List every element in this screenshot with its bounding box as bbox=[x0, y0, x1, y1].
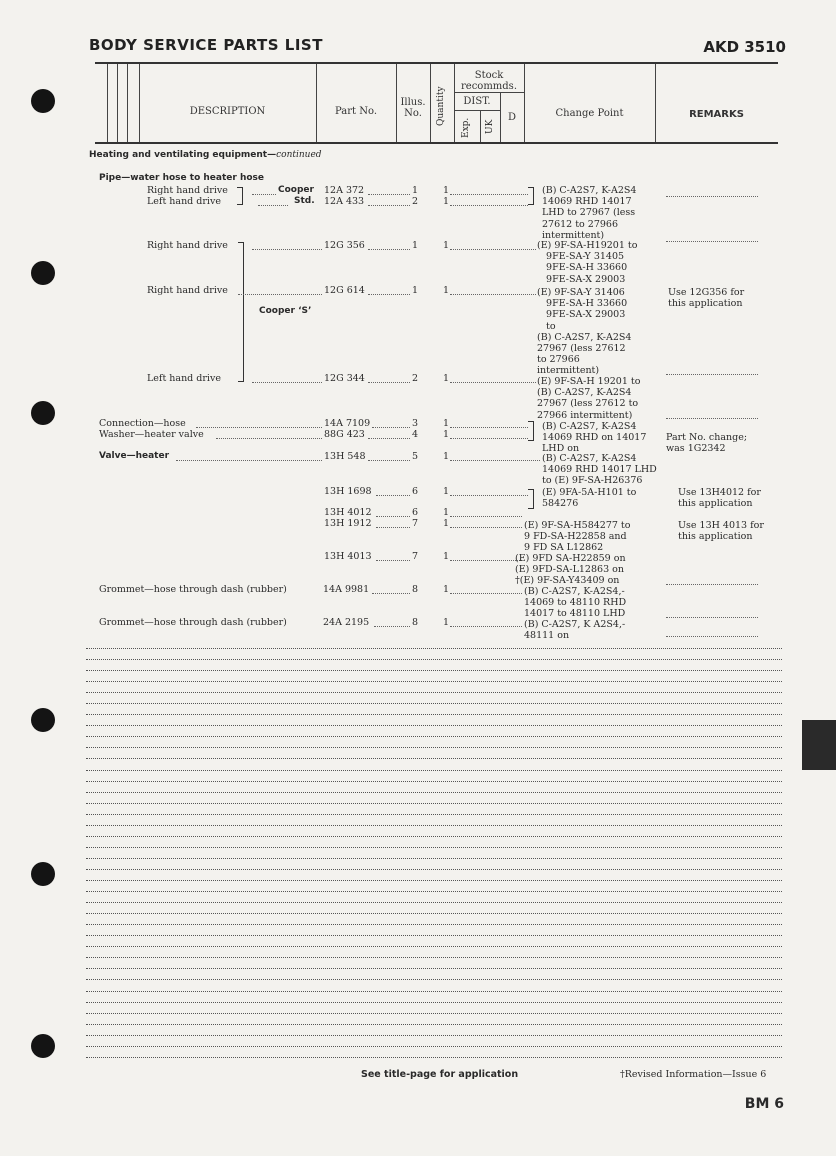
binder-hole bbox=[31, 862, 55, 886]
row5-illus: 2 bbox=[412, 373, 419, 384]
page-title: BODY SERVICE PARTS LIST bbox=[89, 36, 323, 54]
ruled-line bbox=[86, 825, 782, 826]
row6-illus: 3 bbox=[412, 418, 419, 429]
index-tab bbox=[802, 720, 836, 770]
ruled-line bbox=[86, 814, 782, 815]
row7-description: Washer—heater valve bbox=[99, 429, 204, 440]
row3-description: Right hand drive bbox=[147, 240, 228, 251]
row1-description: Right hand drive bbox=[147, 185, 228, 196]
row4-part: 12G 614 bbox=[324, 285, 365, 296]
row6-description: Connection—hose bbox=[99, 418, 186, 429]
ruled-line bbox=[86, 681, 782, 682]
row4-qty: 1 bbox=[443, 285, 450, 296]
ruled-line bbox=[86, 836, 782, 837]
change-point-3: (E) 9F-SA-H19201 to 9FE-SA-Y 31405 9FE-SA-H 33660 9FE-SA-X 29003 bbox=[537, 240, 638, 285]
col-remarks: REMARKS bbox=[689, 109, 744, 120]
ruled-line bbox=[86, 847, 782, 848]
bracket bbox=[238, 242, 244, 382]
row6-qty: 1 bbox=[443, 418, 450, 429]
row10-part: 13H 4012 bbox=[324, 507, 372, 518]
row2-description: Left hand drive bbox=[147, 196, 221, 207]
ruled-line bbox=[86, 703, 782, 704]
row1-tag: Cooper bbox=[278, 185, 314, 195]
bracket bbox=[237, 187, 243, 205]
change-point-12: (E) 9FD SA-H22859 on (E) 9FD-SA-L12863 on †(E) 9F-SA-Y43409 on bbox=[515, 553, 626, 587]
ruled-line bbox=[86, 714, 782, 715]
row13-part: 14A 9981 bbox=[323, 584, 370, 595]
row9-illus: 6 bbox=[412, 486, 419, 497]
cooper-s-label: Cooper ‘S’ bbox=[259, 306, 312, 316]
ruled-line bbox=[86, 902, 782, 903]
ruled-line bbox=[86, 792, 782, 793]
change-point-9: (E) 9FA-5A-H101 to 584276 bbox=[542, 487, 637, 510]
row14-illus: 8 bbox=[412, 617, 419, 628]
row1-qty: 1 bbox=[443, 185, 450, 196]
ruled-line bbox=[86, 979, 782, 980]
row8-part: 13H 548 bbox=[324, 451, 366, 462]
row11-part: 13H 1912 bbox=[324, 518, 372, 529]
row5-qty: 1 bbox=[443, 373, 450, 384]
ruled-line bbox=[86, 648, 782, 649]
col-dist: DIST. bbox=[463, 96, 491, 107]
col-stock: Stock bbox=[474, 70, 504, 81]
col-part-no: Part No. bbox=[335, 106, 377, 117]
row3-illus: 1 bbox=[412, 240, 419, 251]
ruled-line bbox=[86, 1035, 782, 1036]
row1-part: 12A 372 bbox=[324, 185, 365, 196]
document-code: AKD 3510 bbox=[703, 38, 786, 56]
col-uk: UK bbox=[485, 119, 495, 134]
row9-qty: 1 bbox=[443, 486, 450, 497]
binder-hole bbox=[31, 89, 55, 113]
ruled-line bbox=[86, 747, 782, 748]
ruled-line bbox=[86, 991, 782, 992]
ruled-line bbox=[86, 968, 782, 969]
row4-description: Right hand drive bbox=[147, 285, 228, 296]
change-point-5: (E) 9F-SA-H 19201 to (B) C-A2S7, K-A2S4 27967 (less 27612 to 27966 intermittent) bbox=[537, 376, 641, 421]
row14-qty: 1 bbox=[443, 617, 450, 628]
row6-part: 14A 7109 bbox=[324, 418, 371, 429]
footer-revised-note: †Revised Information—Issue 6 bbox=[620, 1069, 767, 1080]
ruled-line bbox=[86, 891, 782, 892]
row2-qty: 1 bbox=[443, 196, 450, 207]
row7-qty: 1 bbox=[443, 429, 450, 440]
remarks-11: Use 13H 4013 for this application bbox=[678, 520, 764, 543]
bracket bbox=[528, 187, 534, 205]
change-point-6: (B) C-A2S7, K-A2S4 14069 RHD on 14017 LHD on bbox=[542, 421, 647, 455]
binder-hole bbox=[31, 708, 55, 732]
bracket bbox=[528, 421, 534, 441]
row5-part: 12G 344 bbox=[324, 373, 365, 384]
ruled-line bbox=[86, 1046, 782, 1047]
section-heading: Heating and ventilating equipment—continued bbox=[89, 150, 322, 160]
row11-illus: 7 bbox=[412, 518, 419, 529]
ruled-line bbox=[86, 1024, 782, 1025]
column-header bbox=[95, 62, 778, 144]
change-point-13: (B) C-A2S7, K-A2S4,- 14069 to 48110 RHD 14017 to 48110 LHD bbox=[524, 586, 627, 620]
row2-tag: Std. bbox=[294, 196, 315, 206]
row4-illus: 1 bbox=[412, 285, 419, 296]
row10-illus: 6 bbox=[412, 507, 419, 518]
col-illus-no: No. bbox=[404, 108, 422, 119]
row7-part: 88G 423 bbox=[324, 429, 365, 440]
row12-illus: 7 bbox=[412, 551, 419, 562]
change-point-11: (E) 9F-SA-H584277 to 9 FD-SA-H22858 and 9 FD SA L12862 bbox=[524, 520, 631, 554]
row8-qty: 1 bbox=[443, 451, 450, 462]
change-point-14: (B) C-A2S7, K A2S4,- 48111 on bbox=[524, 619, 626, 642]
ruled-line bbox=[86, 1013, 782, 1014]
item-title-pipe: Pipe—water hose to heater hose bbox=[99, 173, 265, 183]
binder-hole bbox=[31, 1034, 55, 1058]
ruled-line bbox=[86, 858, 782, 859]
ruled-line bbox=[86, 725, 782, 726]
row8-illus: 5 bbox=[412, 451, 419, 462]
row14-description: Grommet—hose through dash (rubber) bbox=[99, 617, 287, 628]
row1-illus: 1 bbox=[412, 185, 419, 196]
change-point-1: (B) C-A2S7, K-A2S4 14069 RHD 14017 LHD to 27967 (less 27612 to 27966 intermittent) bbox=[542, 185, 637, 241]
ruled-line bbox=[86, 946, 782, 947]
col-d: D bbox=[507, 112, 517, 123]
change-point-4: (E) 9F-SA-Y 31406 9FE-SA-H 33660 9FE-SA-X 29003 to (B) C-A2S7, K-A2S4 27967 (less 27612 to 27966 intermittent) bbox=[537, 287, 632, 377]
row12-part: 13H 4013 bbox=[324, 551, 372, 562]
remarks-6: Part No. change; was 1G2342 bbox=[666, 432, 748, 455]
remarks-9: Use 13H4012 for this application bbox=[678, 487, 761, 510]
ruled-line bbox=[86, 913, 782, 914]
ruled-line bbox=[86, 924, 782, 925]
col-exp: Exp. bbox=[461, 117, 471, 138]
remarks-4: Use 12G356 for this application bbox=[668, 287, 745, 310]
ruled-line bbox=[86, 736, 782, 737]
row12-qty: 1 bbox=[443, 551, 450, 562]
ruled-line bbox=[86, 935, 782, 936]
row11-qty: 1 bbox=[443, 518, 450, 529]
footer-application-note: See title-page for application bbox=[361, 1069, 519, 1080]
col-stock-recommds: recommds. bbox=[461, 81, 517, 92]
col-quantity: Quantity bbox=[436, 86, 446, 126]
ruled-line bbox=[86, 770, 782, 771]
ruled-line bbox=[86, 957, 782, 958]
page-number: BM 6 bbox=[744, 1096, 784, 1112]
row13-illus: 8 bbox=[412, 584, 419, 595]
row13-qty: 1 bbox=[443, 584, 450, 595]
binder-hole bbox=[31, 401, 55, 425]
row9-part: 13H 1698 bbox=[324, 486, 372, 497]
ruled-line bbox=[86, 869, 782, 870]
ruled-line bbox=[86, 1057, 782, 1058]
col-illus: Illus. bbox=[400, 97, 426, 108]
row2-illus: 2 bbox=[412, 196, 419, 207]
col-description: DESCRIPTION bbox=[189, 106, 266, 117]
bracket bbox=[528, 489, 534, 509]
ruled-line bbox=[86, 1002, 782, 1003]
row3-qty: 1 bbox=[443, 240, 450, 251]
row10-qty: 1 bbox=[443, 507, 450, 518]
binder-hole bbox=[31, 261, 55, 285]
col-change-point: Change Point bbox=[555, 108, 624, 119]
ruled-line bbox=[86, 692, 782, 693]
ruled-line bbox=[86, 781, 782, 782]
row13-description: Grommet—hose through dash (rubber) bbox=[99, 584, 287, 595]
row5-description: Left hand drive bbox=[147, 373, 221, 384]
ruled-line bbox=[86, 659, 782, 660]
row2-part: 12A 433 bbox=[324, 196, 365, 207]
ruled-line bbox=[86, 880, 782, 881]
change-point-8: (B) C-A2S7, K-A2S4 14069 RHD 14017 LHD to (E) 9F-SA-H26376 bbox=[542, 453, 657, 487]
row3-part: 12G 356 bbox=[324, 240, 365, 251]
ruled-line bbox=[86, 803, 782, 804]
row7-illus: 4 bbox=[412, 429, 419, 440]
row8-description: Valve—heater bbox=[99, 451, 170, 461]
row14-part: 24A 2195 bbox=[323, 617, 370, 628]
ruled-line bbox=[86, 758, 782, 759]
ruled-line bbox=[86, 670, 782, 671]
